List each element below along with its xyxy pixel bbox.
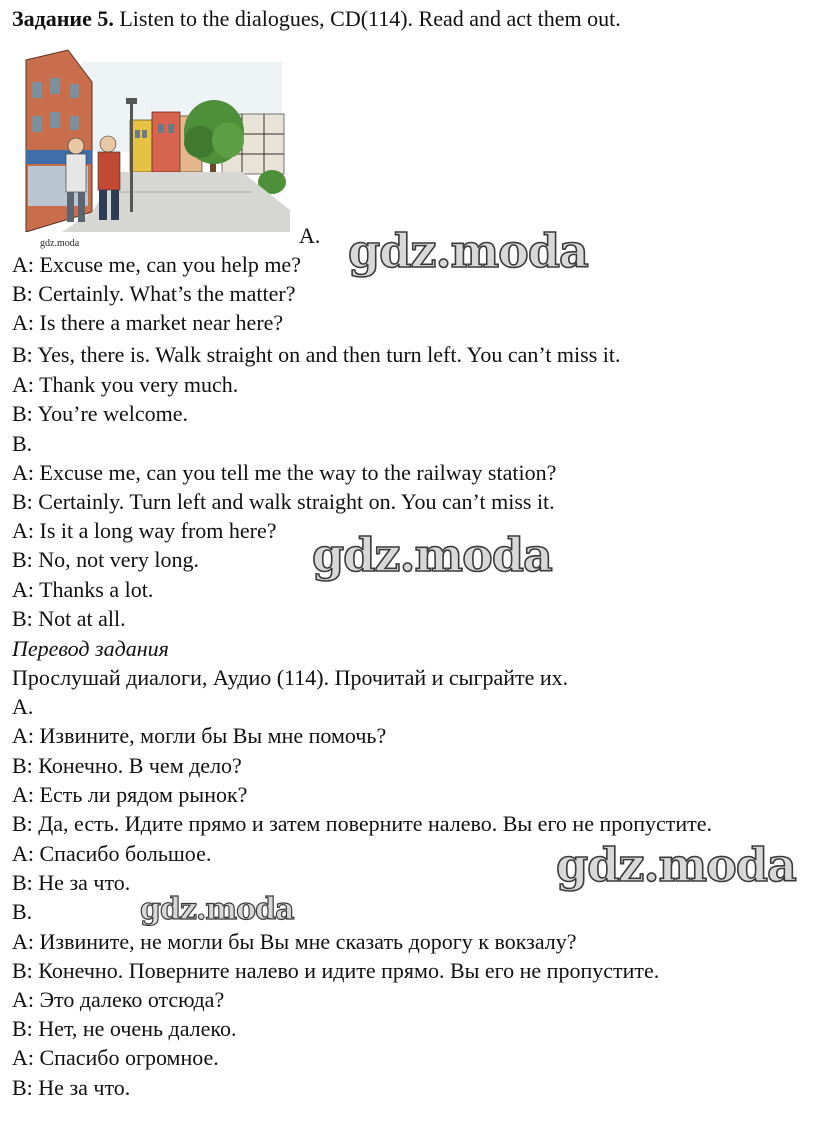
translation-instruction: Прослушай диалоги, Аудио (114). Прочитай и сыграйте их. [12, 665, 569, 690]
translation-b-line: A: Это далеко отсюда? [12, 987, 225, 1012]
watermark: gdz.moda [312, 528, 552, 582]
watermark: gdz.moda [348, 224, 588, 278]
dialogue-b-line: B: Not at all. [12, 606, 126, 631]
dialogue-a-label: A. [299, 223, 321, 248]
dialogue-b-line: A: Thanks a lot. [12, 577, 154, 602]
translation-a-line: A: Есть ли рядом рынок? [12, 782, 248, 807]
dialogue-a-line: A: Is there a market near here? [12, 310, 284, 335]
watermark: gdz.moda [556, 838, 796, 892]
translation-heading: Перевод задания [12, 636, 169, 661]
translation-a-line: B: Не за что. [12, 870, 131, 895]
translation-b-line: A: Спасибо огромное. [12, 1045, 219, 1070]
translation-a-line: A: Извините, могли бы Вы мне помочь? [12, 723, 387, 748]
street-scene-illustration [22, 42, 290, 232]
translation-label-a: A. [12, 694, 34, 719]
translation-b-line: A: Извините, не могли бы Вы мне сказать дорогу к вокзалу? [12, 929, 577, 954]
translation-a-line: B: Конечно. В чем дело? [12, 753, 242, 778]
dialogue-a-line: B: Yes, there is. Walk straight on and then turn left. You can’t miss it. [12, 342, 621, 367]
translation-a-line: A: Спасибо большое. [12, 841, 212, 866]
translation-label-b: B. [12, 899, 33, 924]
dialogue-b-line: A: Is it a long way from here? [12, 518, 277, 543]
dialogue-b-line: A: Excuse me, can you tell me the way to the railway station? [12, 460, 557, 485]
task-instruction: Listen to the dialogues, CD(114). Read and act them out. [113, 6, 621, 31]
translation-b-line: B: Конечно. Поверните налево и идите прямо. Вы его не пропустите. [12, 958, 660, 983]
dialogue-b-line: B: Certainly. Turn left and walk straight on. You can’t miss it. [12, 489, 555, 514]
dialogue-b-label: B. [12, 431, 33, 456]
dialogue-a-line: A: Excuse me, can you help me? [12, 252, 301, 277]
translation-b-line: B: Не за что. [12, 1075, 131, 1100]
dialogue-a-line: B: You’re welcome. [12, 401, 188, 426]
dialogue-a-line: B: Certainly. What’s the matter? [12, 281, 296, 306]
task-header [12, 6, 621, 32]
illustration-caption: gdz.moda [40, 238, 80, 249]
watermark: gdz.moda [140, 892, 294, 927]
dialogue-a-line: A: Thank you very much. [12, 372, 239, 397]
dialogue-b-line: B: No, not very long. [12, 547, 199, 572]
task-label: Задание 5. [12, 6, 114, 31]
translation-b-line: B: Нет, не очень далеко. [12, 1016, 237, 1041]
translation-a-line: B: Да, есть. Идите прямо и затем поверните налево. Вы его не пропустите. [12, 811, 713, 836]
